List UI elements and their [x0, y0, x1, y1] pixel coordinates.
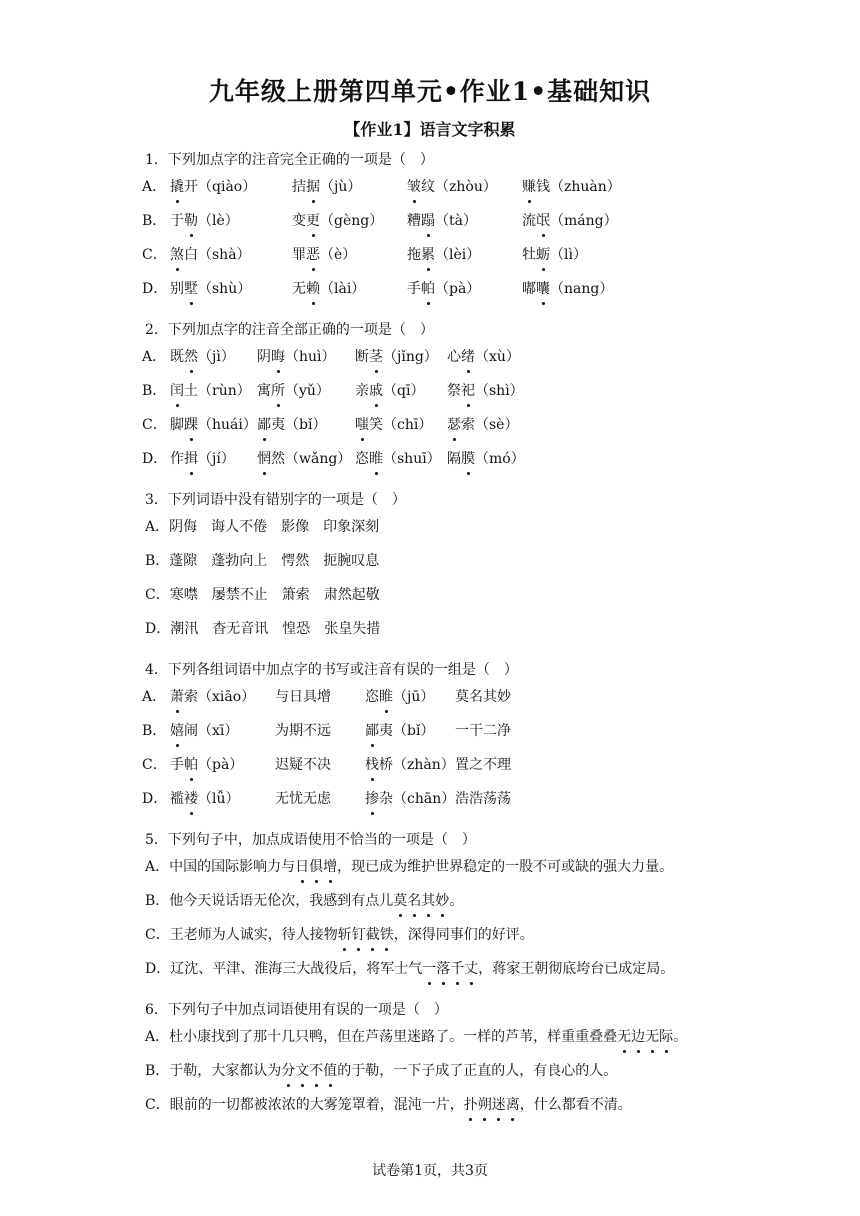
option-row [145, 1094, 845, 1128]
text-segment: （gèng） [320, 213, 384, 229]
option-item [522, 210, 618, 232]
option-item [170, 686, 255, 708]
text-segment: 寒噤 屡禁不止 箫索 肃然起敬 [169, 587, 380, 603]
option-label: A． [145, 519, 170, 535]
dotted-char: 鄙 [257, 414, 271, 436]
text-segment: 浩浩荡荡 [455, 791, 511, 807]
option-row [142, 244, 845, 278]
dotted-char: 撬 [170, 176, 184, 198]
text-segment: （tà） [435, 213, 477, 229]
question-stem: 1．下列加点字的注音完全正确的一项是（ ） [145, 152, 434, 168]
text-segment: （shuī） [383, 451, 441, 467]
option-label: D． [145, 621, 171, 637]
dotted-char: 扑 [464, 1094, 478, 1116]
option-item [292, 244, 356, 266]
text-segment: 牡 [522, 247, 536, 263]
text-segment: 隔 [447, 451, 461, 467]
text-segment: 恣 [365, 689, 379, 705]
dotted-char: 边 [631, 1026, 645, 1048]
text-segment: 蓬隙 蓬勃向上 愕然 扼腕叹息 [169, 553, 380, 569]
text-segment: 眼前的一切都被浓浓的大雾笼罩着，混沌一片， [169, 1097, 464, 1113]
option-item [522, 244, 587, 266]
option-row [145, 924, 845, 958]
dotted-char: 妙 [435, 890, 449, 912]
question-list [142, 150, 845, 1128]
text-segment: 拖 [407, 247, 421, 263]
dotted-char: 丈 [464, 958, 478, 980]
page-footer: 试卷第1页，共3页 [372, 1163, 488, 1179]
dotted-char: 不 [309, 1060, 323, 1082]
option-item [407, 244, 480, 266]
option-item [522, 176, 621, 198]
text-segment: （lǚ） [198, 791, 240, 807]
text-segment: （è） [320, 247, 357, 263]
text-segment: 亲 [355, 383, 369, 399]
dotted-char: 离 [506, 1094, 520, 1116]
text-segment: 寓 [257, 383, 271, 399]
dotted-char: 睢 [369, 448, 383, 470]
dotted-char: 煞 [170, 244, 184, 266]
text-segment: 索（sè） [461, 417, 519, 433]
text-segment: 作 [170, 451, 184, 467]
text-segment: 土（rùn） [184, 383, 251, 399]
dotted-char: 无 [617, 1026, 631, 1048]
option-item [522, 278, 613, 300]
dotted-char: 氓 [536, 210, 550, 232]
dotted-char: 日 [295, 856, 309, 878]
dotted-char: 掺 [365, 788, 379, 810]
text-segment: 纹（zhòu） [421, 179, 497, 195]
text-segment: 夷（bǐ） [271, 417, 327, 433]
text-segment: 阴 [257, 349, 271, 365]
option-label: C． [145, 927, 170, 943]
option-row [145, 1026, 845, 1060]
option-row [142, 754, 845, 788]
text-segment: 糟 [407, 213, 421, 229]
text-segment: （jí） [198, 451, 235, 467]
option-item [170, 210, 239, 232]
text-segment: 钱（zhuàn） [536, 179, 621, 195]
dotted-char: 赖 [306, 278, 320, 300]
dotted-char: 朔 [478, 1094, 492, 1116]
dotted-char: 栈 [365, 754, 379, 776]
option-row [142, 686, 845, 720]
text-segment: 。 [449, 893, 464, 909]
option-item [365, 686, 434, 708]
option-item [407, 278, 480, 300]
text-segment: 然（wǎng） [271, 451, 352, 467]
dotted-char: 祀 [461, 380, 475, 402]
text-segment: 杜小康找到了那十几只鸭，但在芦荡里迷路了。一样的芦苇，样重重叠叠 [169, 1029, 618, 1045]
text-segment: 闹（xī） [184, 723, 239, 739]
option-row [142, 788, 845, 822]
text-segment: 于勒，大家都认为 [169, 1063, 282, 1079]
option-label: D． [142, 791, 168, 807]
option-item [170, 448, 235, 470]
text-segment: （huái） [198, 417, 257, 433]
text-segment: ，现已成为维护世界稳定的一股不可或缺的强大力量。 [337, 859, 674, 875]
option-label: B． [142, 723, 167, 739]
option-label: D． [145, 961, 171, 977]
dotted-char: 瑟 [447, 414, 461, 436]
text-segment: （pà） [198, 757, 244, 773]
text-segment: 的于勒，一下子成了正直的人，有良心的人。 [337, 1063, 618, 1079]
option-label: C． [142, 417, 167, 433]
option-row [142, 346, 845, 380]
dotted-char: 墅 [184, 278, 198, 300]
option-label: C． [145, 587, 170, 603]
option-row [142, 414, 845, 448]
dotted-char: 鄙 [365, 720, 379, 742]
dotted-char: 铁 [380, 924, 394, 946]
dotted-char: 名 [407, 890, 421, 912]
option-label: C． [145, 1097, 170, 1113]
option-label: C． [142, 757, 167, 773]
option-label: D． [142, 281, 168, 297]
text-segment: 流 [522, 213, 536, 229]
option-item [365, 720, 434, 742]
dotted-char: 囔 [536, 278, 550, 300]
option-item [365, 788, 455, 810]
dotted-char: 无 [645, 1026, 659, 1048]
text-segment: 。 [673, 1029, 688, 1045]
option-item [355, 380, 424, 402]
dotted-char: 截 [366, 924, 380, 946]
dotted-char: 戚 [369, 380, 383, 402]
dotted-char: 其 [421, 890, 435, 912]
text-segment: （jù） [320, 179, 362, 195]
text-segment: 无忧无虑 [275, 791, 331, 807]
dotted-char: 绪 [461, 346, 475, 368]
option-item [447, 346, 520, 368]
dotted-char: 增 [323, 856, 337, 878]
dotted-char: 嬉 [170, 720, 184, 742]
option-row [142, 380, 845, 414]
dotted-char: 一 [422, 958, 436, 980]
text-segment: 手 [407, 281, 421, 297]
option-item [292, 210, 383, 232]
option-row [145, 516, 845, 550]
option-item [170, 346, 235, 368]
text-segment: 王老师为人诚实，待人接物 [169, 927, 338, 943]
dotted-char: 赚 [522, 176, 536, 198]
option-item [407, 210, 477, 232]
text-segment: 莫名其妙 [455, 689, 511, 705]
text-segment: 他今天说话语无伦次，我感到有点儿 [169, 893, 394, 909]
option-item [257, 380, 330, 402]
option-label: C． [142, 247, 167, 263]
text-segment: 为期不远 [275, 723, 331, 739]
text-segment: 与日具增 [275, 689, 331, 705]
text-segment: 索（xiāo） [184, 689, 256, 705]
option-row [145, 958, 845, 992]
text-segment: 阴侮 诲人不倦 影像 印象深刻 [169, 519, 380, 535]
option-item [275, 686, 331, 708]
dotted-char: 际 [659, 1026, 673, 1048]
dotted-char: 晦 [271, 346, 285, 368]
text-segment: （nang） [550, 281, 614, 297]
text-segment: 手 [170, 757, 184, 773]
text-segment: （lài） [320, 281, 366, 297]
text-segment: （huì） [285, 349, 336, 365]
text-segment: （shù） [198, 281, 252, 297]
option-item [292, 176, 361, 198]
option-row [145, 550, 845, 584]
text-segment: （jǐng） [383, 349, 438, 365]
text-segment: 迟疑不决 [275, 757, 331, 773]
text-segment: 祭 [447, 383, 461, 399]
text-segment: 恣 [355, 451, 369, 467]
text-segment: 罪 [292, 247, 306, 263]
section-subtitle: 【作业1】语言文字积累 [344, 120, 516, 139]
question-stem: 5．下列句子中，加点成语使用不恰当的一项是（ ） [145, 832, 476, 848]
dotted-char: 落 [436, 958, 450, 980]
text-segment: 断 [355, 349, 369, 365]
question-stem: 2．下列加点字的注音全部正确的一项是（ ） [145, 322, 434, 338]
option-item [170, 720, 238, 742]
option-item [355, 346, 438, 368]
option-row [142, 210, 845, 244]
option-label: B． [145, 553, 170, 569]
page-title: 九年级上册第四单元•作业1•基础知识 [208, 77, 652, 106]
dotted-char: 钉 [352, 924, 366, 946]
text-segment: 心 [447, 349, 461, 365]
text-segment: 拮 [292, 179, 306, 195]
option-item [455, 686, 511, 708]
dotted-char: 恶 [306, 244, 320, 266]
option-item [407, 176, 497, 198]
option-item [455, 754, 511, 776]
option-row [145, 618, 845, 652]
option-item [170, 414, 257, 436]
option-item [275, 788, 331, 810]
dotted-char: 睢 [379, 686, 393, 708]
text-segment: （jū） [393, 689, 435, 705]
dotted-char: 斩 [338, 924, 352, 946]
dotted-char: 勒 [184, 210, 198, 232]
dotted-char: 茎 [369, 346, 383, 368]
text-segment: 潮汛 杳无音讯 惶恐 张皇失措 [170, 621, 381, 637]
dotted-char: 更 [306, 210, 320, 232]
dotted-char: 值 [323, 1060, 337, 1082]
text-segment: （máng） [550, 213, 618, 229]
dotted-char: 萧 [170, 686, 184, 708]
text-segment: 笑（chī） [369, 417, 433, 433]
option-item [292, 278, 365, 300]
dotted-char: 俱 [309, 856, 323, 878]
dotted-char: 帕 [184, 754, 198, 776]
dotted-char: 闰 [170, 380, 184, 402]
dotted-char: 踝 [184, 414, 198, 436]
text-segment: （xù） [475, 349, 520, 365]
dotted-char: 蹋 [421, 210, 435, 232]
dotted-char: 累 [421, 244, 435, 266]
option-item [170, 278, 251, 300]
option-label: B． [145, 1063, 170, 1079]
option-item [365, 754, 455, 776]
option-row [145, 890, 845, 924]
text-segment: 变 [292, 213, 306, 229]
dotted-char: 莫 [393, 890, 407, 912]
question-stem: 6．下列句子中加点词语使用有误的一项是（ ） [145, 1002, 448, 1018]
option-label: A． [145, 1029, 170, 1045]
option-item [170, 788, 240, 810]
option-label: B． [145, 893, 170, 909]
option-item [170, 380, 251, 402]
text-segment: （lè） [198, 213, 239, 229]
text-segment: 杂（chān） [379, 791, 456, 807]
text-segment: （yǔ） [285, 383, 330, 399]
text-segment: 别 [170, 281, 184, 297]
text-segment: 开（qiào） [184, 179, 257, 195]
text-segment: ，蒋家王朝彻底垮台已成定局。 [478, 961, 675, 977]
option-label: B． [142, 213, 167, 229]
text-segment: （jì） [198, 349, 235, 365]
option-label: A． [142, 689, 167, 705]
option-item [447, 380, 524, 402]
text-segment: 辽沈、平津、淮海三大战役后，将军士气 [170, 961, 423, 977]
option-row [142, 448, 845, 482]
option-row [145, 584, 845, 618]
dotted-char: 皱 [407, 176, 421, 198]
text-segment: 桥（zhàn） [379, 757, 455, 773]
option-row [142, 720, 845, 754]
option-label: D． [142, 451, 168, 467]
text-segment: 嘟 [522, 281, 536, 297]
question-stem: 4．下列各组词语中加点字的书写或注音有误的一组是（ ） [145, 662, 518, 678]
text-segment: （lèi） [435, 247, 481, 263]
dotted-char: 嗤 [355, 414, 369, 436]
dotted-char: 据 [306, 176, 320, 198]
option-item [257, 346, 336, 368]
text-segment: 脚 [170, 417, 184, 433]
dotted-char: 惘 [257, 448, 271, 470]
text-segment: 置之不理 [455, 757, 511, 773]
dotted-char: 揖 [184, 448, 198, 470]
option-item [170, 176, 256, 198]
option-label: A． [142, 349, 167, 365]
dotted-char: 文 [295, 1060, 309, 1082]
text-segment: （shì） [475, 383, 524, 399]
text-segment: 既 [170, 349, 184, 365]
option-row [145, 1060, 845, 1094]
option-label: A． [145, 859, 170, 875]
dotted-char: 蛎 [536, 244, 550, 266]
text-segment: 于 [170, 213, 184, 229]
text-segment: 褴 [170, 791, 184, 807]
text-segment: （qī） [383, 383, 425, 399]
text-segment: 无 [292, 281, 306, 297]
option-item [447, 448, 525, 470]
option-item [355, 414, 432, 436]
option-item [447, 414, 518, 436]
option-item [275, 754, 331, 776]
dotted-char: 帕 [421, 278, 435, 300]
option-item [275, 720, 331, 742]
text-segment: ，深得同事们的好评。 [393, 927, 534, 943]
dotted-char: 膜 [461, 448, 475, 470]
text-segment: （mó） [475, 451, 525, 467]
text-segment: （lì） [550, 247, 587, 263]
option-row [142, 278, 845, 312]
option-row [142, 176, 845, 210]
dotted-char: 所 [271, 380, 285, 402]
text-segment: （pà） [435, 281, 481, 297]
dotted-char: 千 [450, 958, 464, 980]
text-segment: 中国的国际影响力与 [169, 859, 296, 875]
dotted-char: 褛 [184, 788, 198, 810]
dotted-char: 迷 [492, 1094, 506, 1116]
question-stem: 3．下列词语中没有错别字的一项是（ ） [145, 492, 406, 508]
option-item [455, 788, 511, 810]
option-item [455, 720, 511, 742]
text-segment: 白（shà） [184, 247, 251, 263]
dotted-char: 分 [281, 1060, 295, 1082]
text-segment: ，什么都看不清。 [519, 1097, 632, 1113]
text-segment: 一干二净 [455, 723, 511, 739]
dotted-char: 然 [184, 346, 198, 368]
option-row [145, 856, 845, 890]
option-item [170, 754, 243, 776]
option-item [257, 414, 326, 436]
text-segment: 夷（bǐ） [379, 723, 435, 739]
option-item [355, 448, 441, 470]
option-item [170, 244, 251, 266]
option-item [257, 448, 351, 470]
option-label: B． [142, 383, 167, 399]
option-label: A． [142, 179, 167, 195]
